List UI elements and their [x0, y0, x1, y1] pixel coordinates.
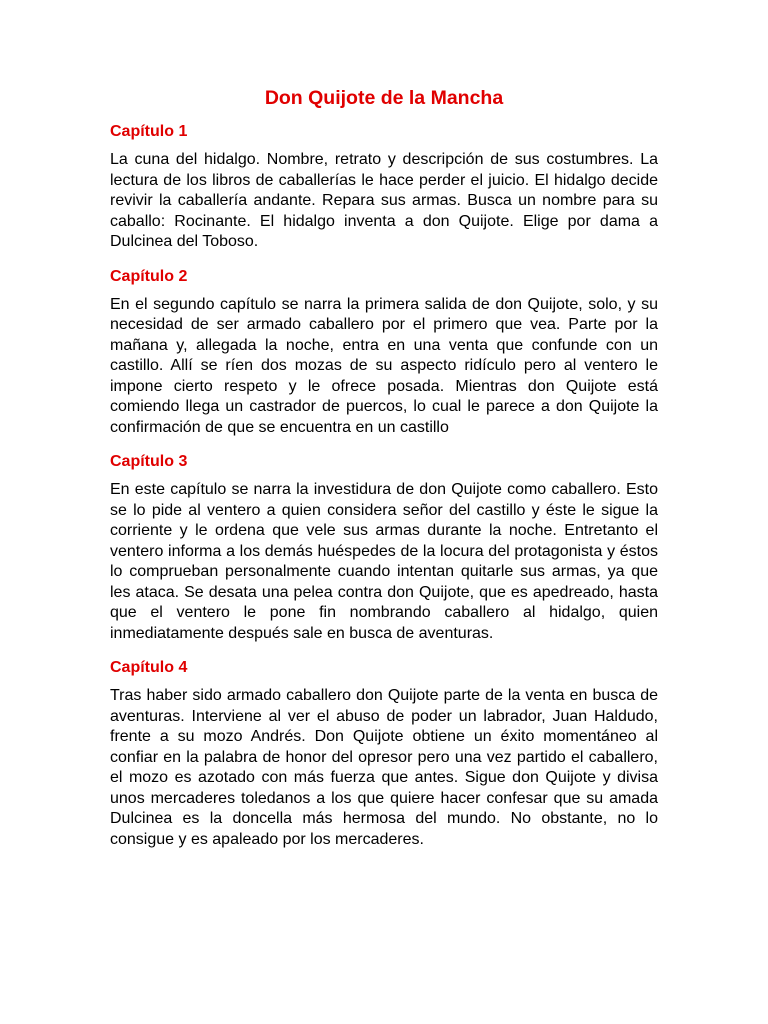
chapter-body: En el segundo capítulo se narra la primera salida de don Quijote, solo, y su necesidad de ser armado caballero por el primero que vea. Parte por la mañana y, allegada la noche, entra en una venta que confunde con un castillo. Allí se ríen dos mozas de su aspecto ridículo pero al ventero le impone cierto respeto y le ofrece posada. Mientras don Quijote está comiendo llega un castrador de puercos, lo cual le parece a don Quijote la confirmación de que se encuentra en un castillo: [110, 295, 658, 436]
chapter-heading: Capítulo 1: [110, 123, 188, 140]
chapter-heading: Capítulo 4: [110, 659, 188, 676]
chapter-body: Tras haber sido armado caballero don Quijote parte de la venta en busca de aventuras. Interviene al ver el abuso de poder un labrador, Juan Haldudo, frente a su mozo Andrés. Don Quijote obtiene un éxito momentáneo al confiar en la palabra de honor del opresor pero una vez partido el caballero, el mozo es azotado con más fuerza que antes. Sigue don Quijote y divisa unos mercaderes toledanos a los que quiere hacer confesar que su amada Dulcinea es la doncella más hermosa del mundo. No obstante, no lo consigue y es apaleado por los mercaderes.: [110, 687, 658, 848]
chapter-section: [110, 452, 658, 644]
chapter-section: [110, 658, 658, 850]
chapter-section: [110, 267, 658, 439]
chapter-body: La cuna del hidalgo. Nombre, retrato y descripción de sus costumbres. La lectura de los libros de caballerías le hace perder el juicio. El hidalgo decide revivir la caballería andante. Repara sus armas. Busca un nombre para su caballo: Rocinante. El hidalgo inventa a don Quijote. Elige por dama a Dulcinea del Toboso.: [110, 151, 658, 250]
chapter-section: [110, 122, 658, 253]
document-title: Don Quijote de la Mancha: [264, 87, 504, 109]
chapter-body: En este capítulo se narra la investidura de don Quijote como caballero. Esto se lo pide al ventero a quien considera señor del castillo y éste le sigue la corriente y le ordena que vele sus armas durante la noche. Entretanto el ventero informa a los demás huéspedes de la locura del protagonista y éstos lo comprueban personalmente cuando intentan quitarle sus armas, ya que les ataca. Se desata una pelea contra don Quijote, que es apedreado, hasta que el ventero le pone fin nombrando caballero al hidalgo, quien inmediatamente después sale en busca de aventuras.: [110, 481, 658, 642]
document-page: [110, 82, 658, 864]
chapter-heading: Capítulo 2: [110, 267, 188, 285]
chapter-heading: Capítulo 3: [110, 453, 188, 470]
